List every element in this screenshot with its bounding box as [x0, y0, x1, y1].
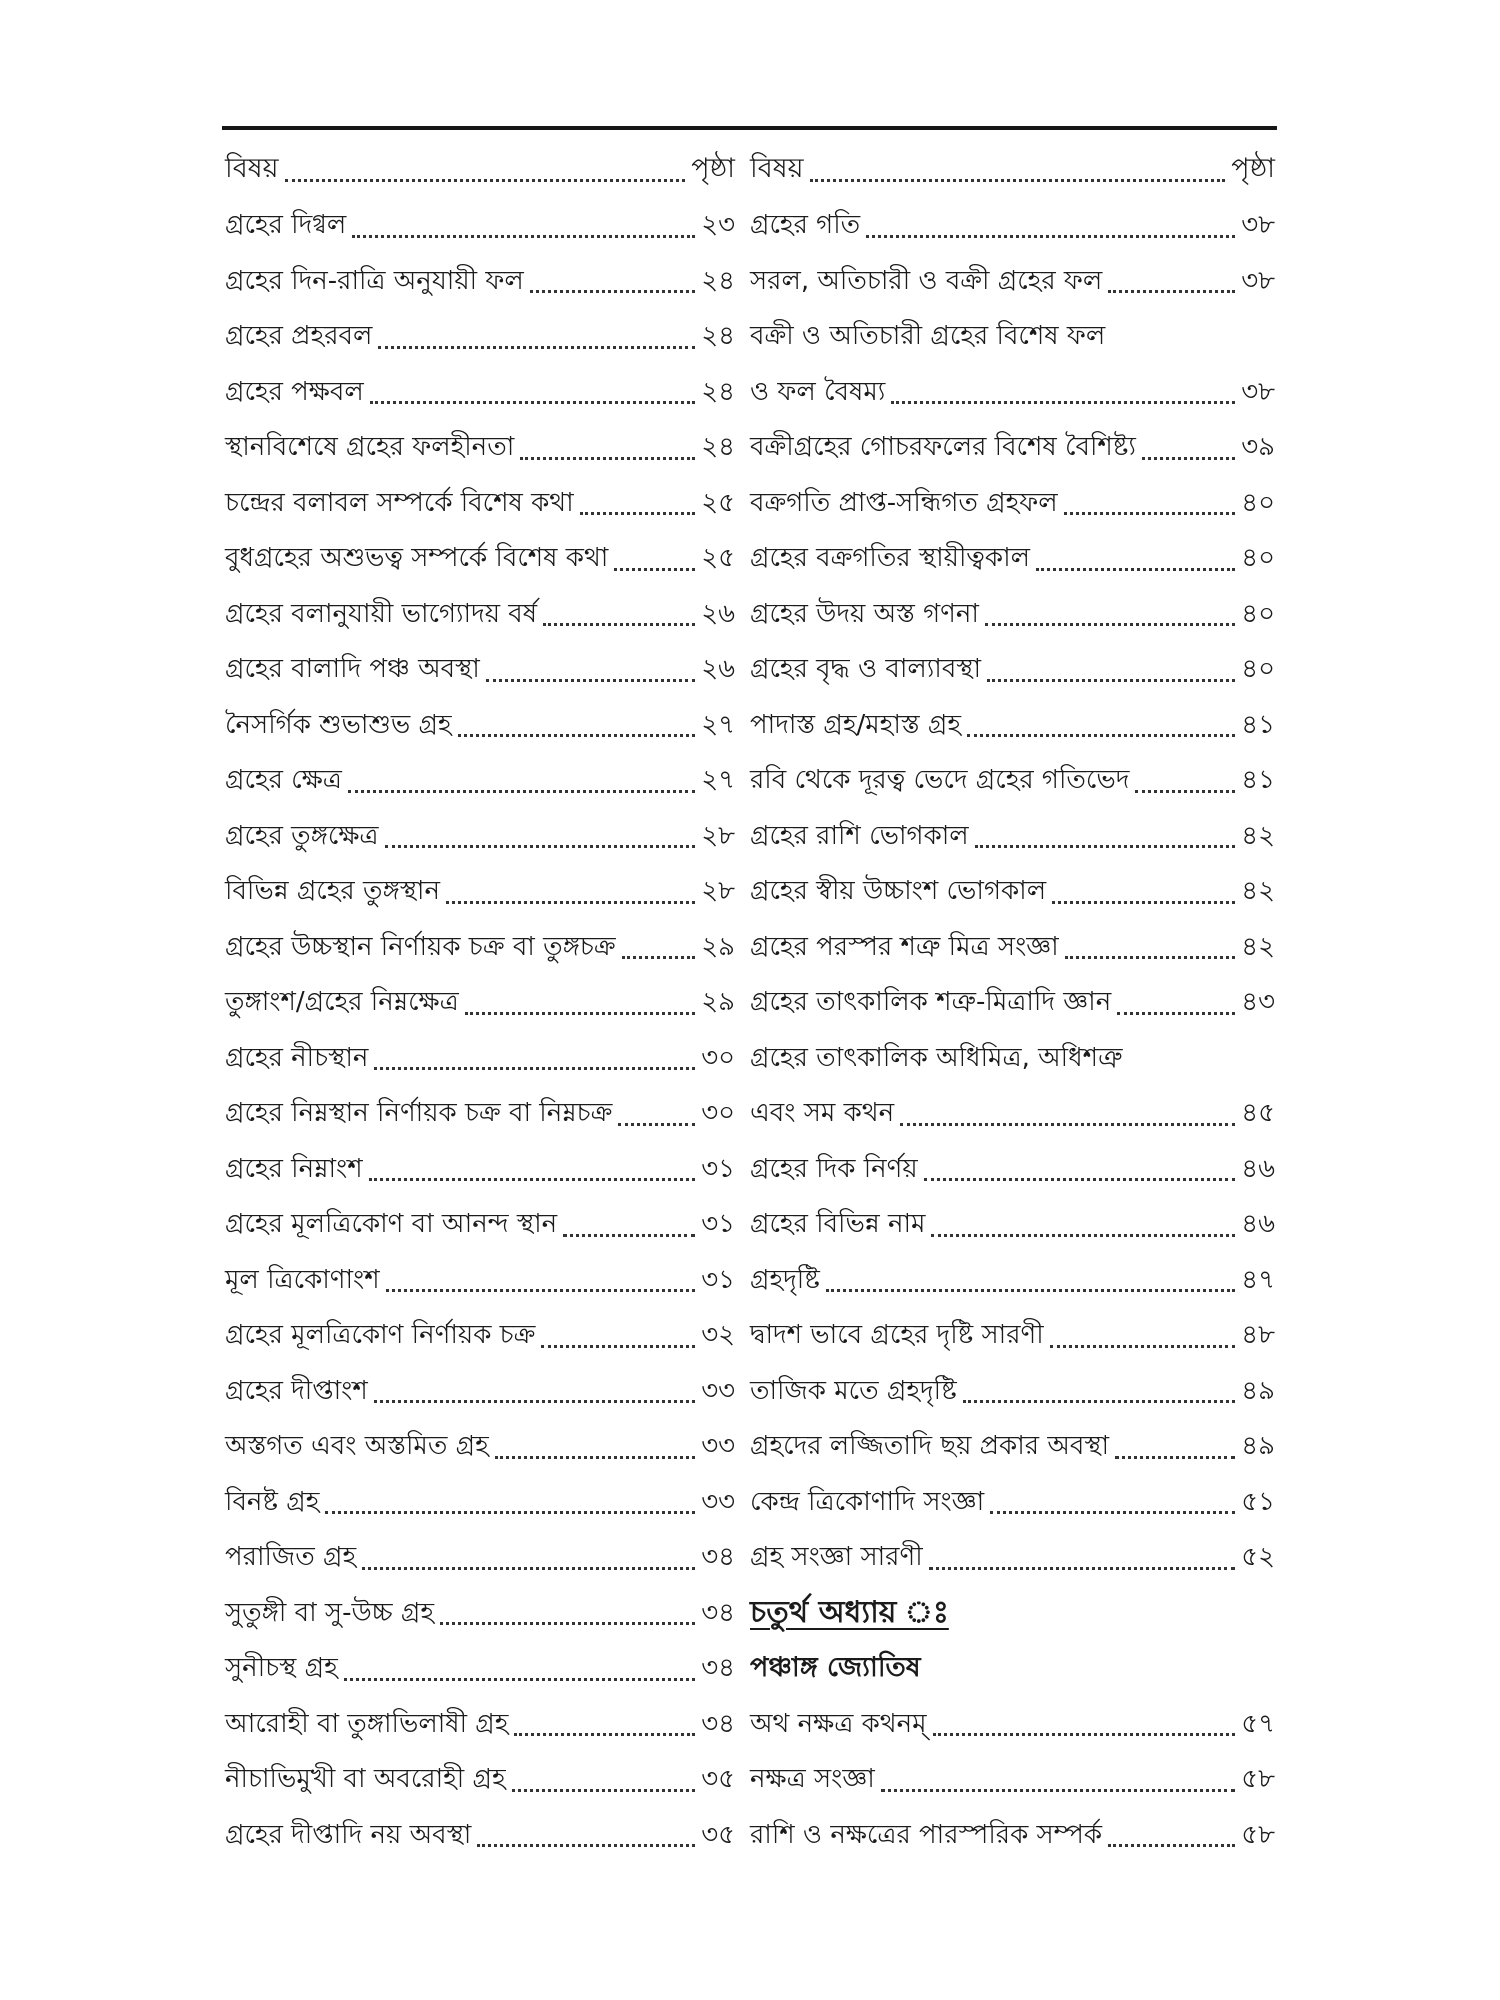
- toc-entry-title: গ্রহের তাৎকালিক শত্রু-মিত্রাদি জ্ঞান: [750, 987, 1112, 1018]
- toc-entry-title: স্থানবিশেষে গ্রহের ফলহীনতা: [225, 432, 515, 463]
- toc-entry-title: গ্রহের নিম্নস্থান নির্ণায়ক চক্র বা নিম্নচক্র: [225, 1098, 613, 1129]
- left-header-row: [225, 143, 735, 199]
- toc-entry-title: গ্রহের পরস্পর শত্রু মিত্র সংজ্ঞা: [750, 931, 1059, 962]
- toc-entry-title: গ্রহের দিগ্বল: [225, 210, 347, 241]
- toc-entry-page: ২৯: [701, 931, 735, 962]
- toc-entry-title: বক্রগতি প্রাপ্ত-সন্ধিগত গ্রহফল: [750, 487, 1058, 518]
- toc-entry: [750, 199, 1275, 255]
- toc-entry-title: গ্রহের উচ্চস্থান নির্ণায়ক চক্র বা তুঙ্গচক্র: [225, 931, 616, 962]
- leader-dots: [931, 1234, 1235, 1237]
- toc-entry: [225, 532, 735, 588]
- leader-dots: [370, 401, 696, 404]
- left-column: [225, 143, 735, 1864]
- toc-entry-title: গ্রহের বলানুযায়ী ভাগ্যোদয় বর্ষ: [225, 598, 538, 629]
- toc-entry: [750, 754, 1275, 810]
- toc-entry: [750, 1531, 1275, 1587]
- toc-entry-page: ৪৮: [1241, 1320, 1275, 1351]
- toc-entry: [225, 976, 735, 1032]
- toc-entry-title: গ্রহ সংজ্ঞা সারণী: [750, 1542, 923, 1573]
- toc-entry-title: গ্রহের পক্ষবল: [225, 376, 364, 407]
- leader-dots: [618, 1123, 695, 1126]
- toc-entry: [750, 254, 1275, 310]
- toc-entry-title: চতুর্থ অধ্যায় ঃ: [750, 1595, 949, 1631]
- toc-entry-page: ৩৮: [1241, 210, 1275, 241]
- leader-dots: [514, 1733, 695, 1736]
- leader-dots: [1117, 1012, 1235, 1015]
- toc-entry-page: ৪০: [1241, 654, 1275, 685]
- toc-entry: [225, 254, 735, 310]
- toc-entry-title: বুধগ্রহের অশুভত্ব সম্পর্কে বিশেষ কথা: [225, 543, 609, 574]
- toc-entry-page: ২৮: [701, 876, 735, 907]
- toc-entry: [225, 1642, 735, 1698]
- leader-dots: [285, 179, 686, 182]
- right-header-subject: বিষয়: [750, 153, 804, 185]
- toc-entry-title: চন্দ্রের বলাবল সম্পর্কে বিশেষ কথা: [225, 487, 574, 518]
- toc-entry-page: ৩০: [701, 1042, 735, 1073]
- toc-entry-title: রবি থেকে দূরত্ব ভেদে গ্রহের গতিভেদ: [750, 765, 1130, 796]
- toc-entry-page: ৪০: [1241, 598, 1275, 629]
- toc-entry: [225, 698, 735, 754]
- toc-entry: [225, 1198, 735, 1254]
- right-header-row: [750, 143, 1275, 199]
- toc-entry-title: সুনীচস্থ গ্রহ: [225, 1653, 338, 1684]
- leader-dots: [622, 956, 696, 959]
- toc-entry-page: ২৩: [701, 210, 735, 241]
- leader-dots: [348, 790, 695, 793]
- leader-dots: [810, 179, 1226, 182]
- toc-entry-page: ৪৯: [1241, 1431, 1275, 1462]
- toc-entry-page: ৪২: [1241, 931, 1275, 962]
- toc-entry: [750, 1031, 1275, 1087]
- toc-entry: [750, 421, 1275, 477]
- toc-entry-title: পঞ্চাঙ্গ জ্যোতিষ: [750, 1651, 921, 1683]
- toc-entry: [750, 643, 1275, 699]
- leader-dots: [900, 1123, 1235, 1126]
- toc-entry-page: ৫৮: [1241, 1819, 1275, 1850]
- leader-dots: [325, 1511, 695, 1514]
- toc-entry: [750, 310, 1275, 366]
- toc-entry-title: বক্রীগ্রহের গোচরফলের বিশেষ বৈশিষ্ট্য: [750, 432, 1136, 463]
- toc-entry-page: ৫২: [1241, 1542, 1275, 1573]
- toc-entry: [750, 1586, 1275, 1642]
- toc-entry: [750, 1364, 1275, 1420]
- right-header-page: পৃষ্ঠা: [1231, 153, 1275, 185]
- toc-entry-title: নক্ষত্র সংজ্ঞা: [750, 1764, 875, 1795]
- toc-entry: [225, 1253, 735, 1309]
- leader-dots: [1052, 901, 1235, 904]
- toc-entry-page: ৫৭: [1241, 1708, 1275, 1739]
- right-column: [750, 143, 1275, 1864]
- toc-entry-page: ৪৭: [1241, 1264, 1275, 1295]
- toc-entry: [750, 976, 1275, 1032]
- leader-dots: [458, 734, 696, 737]
- toc-entry: [225, 1697, 735, 1753]
- toc-entry-title: গ্রহের বিভিন্ন নাম: [750, 1209, 926, 1240]
- leader-dots: [1050, 1345, 1236, 1348]
- left-header-subject: বিষয়: [225, 153, 279, 185]
- toc-entry: [225, 1031, 735, 1087]
- leader-dots: [440, 1622, 695, 1625]
- leader-dots: [563, 1234, 695, 1237]
- toc-entry-page: ৪০: [1241, 543, 1275, 574]
- leader-dots: [881, 1789, 1236, 1792]
- toc-entry-page: ২৫: [701, 487, 735, 518]
- top-rule: [222, 126, 1277, 130]
- toc-entry-page: ৪০: [1241, 487, 1275, 518]
- toc-entry: [750, 1309, 1275, 1365]
- toc-entry-page: ২৯: [701, 987, 735, 1018]
- leader-dots: [933, 1733, 1236, 1736]
- toc-entry-title: গ্রহের দিন-রাত্রি অনুযায়ী ফল: [225, 265, 524, 296]
- toc-entry-title: নৈসর্গিক শুভাশুভ গ্রহ: [225, 709, 452, 740]
- toc-entry-title: বিভিন্ন গ্রহের তুঙ্গস্থান: [225, 876, 440, 907]
- toc-entry-title: আরোহী বা তুঙ্গাভিলাষী গ্রহ: [225, 1708, 509, 1739]
- toc-entry: [750, 1198, 1275, 1254]
- leader-dots: [614, 568, 695, 571]
- toc-entry-page: ২৬: [701, 654, 735, 685]
- toc-entry-page: ২৭: [701, 765, 735, 796]
- leader-dots: [543, 623, 695, 626]
- toc-entry-page: ৩৪: [701, 1542, 735, 1573]
- toc-entry-title: তুঙ্গাংশ/গ্রহের নিম্নক্ষেত্র: [225, 987, 459, 1018]
- toc-entry: [225, 1087, 735, 1143]
- toc-entry-page: ৩০: [701, 1098, 735, 1129]
- toc-entry-page: ২৭: [701, 709, 735, 740]
- leader-dots: [495, 1456, 695, 1459]
- toc-entry: [225, 365, 735, 421]
- leader-dots: [374, 1067, 695, 1070]
- toc-entry: [750, 1697, 1275, 1753]
- toc-entry-page: ৪৬: [1241, 1209, 1275, 1240]
- leader-dots: [486, 679, 695, 682]
- toc-entry-title: গ্রহের স্বীয় উচ্চাংশ ভোগকাল: [750, 876, 1047, 907]
- toc-entry: [225, 1475, 735, 1531]
- toc-entry-title: গ্রহের দিক নির্ণয়: [750, 1153, 918, 1184]
- toc-entry: [750, 1253, 1275, 1309]
- toc-entry: [225, 1808, 735, 1864]
- toc-entry-page: ৩৪: [701, 1653, 735, 1684]
- toc-entry-title: গ্রহের নিম্নাংশ: [225, 1153, 363, 1184]
- toc-entry-title: গ্রহের বালাদি পঞ্চ অবস্থা: [225, 654, 480, 685]
- toc-entry-title: গ্রহের মূলত্রিকোণ নির্ণায়ক চক্র: [225, 1320, 536, 1351]
- leader-dots: [386, 1289, 696, 1292]
- toc-entry-page: ৪৬: [1241, 1153, 1275, 1184]
- leader-dots: [580, 512, 696, 515]
- toc-entry-title: মূল ত্রিকোণাংশ: [225, 1264, 380, 1295]
- toc-entry: [750, 698, 1275, 754]
- toc-entry-title: গ্রহের প্রহরবল: [225, 321, 373, 352]
- toc-entry-page: ৩৩: [701, 1375, 735, 1406]
- leader-dots: [990, 1511, 1235, 1514]
- toc-entry: [750, 476, 1275, 532]
- toc-entry-title: কেন্দ্র ত্রিকোণাদি সংজ্ঞা: [750, 1486, 985, 1517]
- toc-entry-title: গ্রহদের লজ্জিতাদি ছয় প্রকার অবস্থা: [750, 1431, 1110, 1462]
- toc-entry-title: এবং সম কথন: [750, 1098, 895, 1129]
- toc-entry-page: ৩৩: [701, 1486, 735, 1517]
- leader-dots: [512, 1789, 696, 1792]
- toc-entry-page: ৩৫: [701, 1819, 735, 1850]
- toc-entry: [750, 1753, 1275, 1809]
- leader-dots: [362, 1567, 695, 1570]
- toc-entry: [750, 1087, 1275, 1143]
- leader-dots: [924, 1178, 1236, 1181]
- leader-dots: [477, 1844, 695, 1847]
- toc-entry-page: ৩১: [701, 1209, 735, 1240]
- toc-entry-title: ও ফল বৈষম্য: [750, 376, 886, 407]
- toc-entry: [225, 865, 735, 921]
- leader-dots: [1135, 790, 1235, 793]
- toc-entry: [750, 1642, 1275, 1698]
- toc-entry-page: ৩৩: [701, 1431, 735, 1462]
- toc-entry-title: গ্রহের ক্ষেত্র: [225, 765, 342, 796]
- toc-entry-title: গ্রহের দীপ্তাংশ: [225, 1375, 368, 1406]
- toc-entry: [225, 1142, 735, 1198]
- leader-dots: [352, 235, 695, 238]
- toc-entry: [750, 587, 1275, 643]
- leader-dots: [975, 845, 1236, 848]
- toc-entry-page: ৩৪: [701, 1708, 735, 1739]
- leader-dots: [826, 1289, 1235, 1292]
- toc-entry: [750, 920, 1275, 976]
- toc-entry-title: বক্রী ও অতিচারী গ্রহের বিশেষ ফল: [750, 321, 1106, 352]
- leader-dots: [963, 1400, 1236, 1403]
- leader-dots: [929, 1567, 1236, 1570]
- leader-dots: [967, 734, 1235, 737]
- toc-entry: [225, 1586, 735, 1642]
- toc-entry-title: গ্রহদৃষ্টি: [750, 1264, 820, 1295]
- toc-entry-page: ২৫: [701, 543, 735, 574]
- toc-entry-title: তাজিক মতে গ্রহদৃষ্টি: [750, 1375, 957, 1406]
- toc-entry-page: ৩৯: [1241, 432, 1275, 463]
- leader-dots: [344, 1678, 695, 1681]
- toc-entry: [750, 365, 1275, 421]
- toc-entry-page: ৫১: [1241, 1486, 1275, 1517]
- toc-entry: [750, 1420, 1275, 1476]
- leader-dots: [1108, 290, 1235, 293]
- leader-dots: [985, 623, 1235, 626]
- toc-entry-page: ৩১: [701, 1264, 735, 1295]
- toc-entry: [750, 532, 1275, 588]
- toc-entry-page: ৩৪: [701, 1597, 735, 1628]
- toc-entry: [750, 809, 1275, 865]
- toc-entry-page: ৫৮: [1241, 1764, 1275, 1795]
- toc-entry: [750, 1475, 1275, 1531]
- toc-entry-page: ৪২: [1241, 876, 1275, 907]
- toc-entry-page: ৩২: [701, 1320, 735, 1351]
- toc-entry-title: দ্বাদশ ভাবে গ্রহের দৃষ্টি সারণী: [750, 1320, 1044, 1351]
- toc-entry-title: পাদাস্ত গ্রহ/মহাস্ত গ্রহ: [750, 709, 961, 740]
- toc-entry-title: গ্রহের দীপ্তাদি নয় অবস্থা: [225, 1819, 472, 1850]
- toc-entry: [225, 754, 735, 810]
- toc-entry-title: গ্রহের উদয় অস্ত গণনা: [750, 598, 979, 629]
- toc-entry-page: ৪৩: [1241, 987, 1275, 1018]
- leader-dots: [520, 457, 695, 460]
- toc-entry-title: বিনষ্ট গ্রহ: [225, 1486, 320, 1517]
- leader-dots: [541, 1345, 695, 1348]
- toc-entry-page: ৩৫: [701, 1764, 735, 1795]
- toc-entry-page: ২৮: [701, 820, 735, 851]
- toc-entry: [750, 1142, 1275, 1198]
- leader-dots: [1036, 568, 1235, 571]
- toc-entry: [225, 920, 735, 976]
- toc-entry-title: গ্রহের বৃদ্ধ ও বাল্যাবস্থা: [750, 654, 982, 685]
- toc-entry: [750, 865, 1275, 921]
- toc-entry-page: ৪১: [1241, 765, 1275, 796]
- toc-entry: [225, 1531, 735, 1587]
- toc-entry: [225, 587, 735, 643]
- toc-entry: [225, 643, 735, 699]
- toc-entry-title: গ্রহের নীচস্থান: [225, 1042, 369, 1073]
- toc-entry-page: ৩৮: [1241, 376, 1275, 407]
- leader-dots: [385, 845, 696, 848]
- leader-dots: [1142, 457, 1235, 460]
- toc-entry-page: ২৪: [701, 376, 735, 407]
- toc-entry-page: ৪৯: [1241, 1375, 1275, 1406]
- toc-entry-page: ৪১: [1241, 709, 1275, 740]
- toc-entry-page: ৩৮: [1241, 265, 1275, 296]
- left-header-page: পৃষ্ঠা: [691, 153, 735, 185]
- toc-entry-page: ৪৫: [1241, 1098, 1275, 1129]
- toc-entry: [225, 199, 735, 255]
- leader-dots: [446, 901, 695, 904]
- toc-entry-title: সরল, অতিচারী ও বক্রী গ্রহের ফল: [750, 265, 1103, 296]
- toc-entry: [225, 1309, 735, 1365]
- toc-entry-title: অথ নক্ষত্র কথনম্: [750, 1708, 927, 1739]
- toc-entry: [225, 809, 735, 865]
- toc-entry-title: পরাজিত গ্রহ: [225, 1542, 357, 1573]
- toc-entry-title: সুতুঙ্গী বা সু-উচ্চ গ্রহ: [225, 1597, 434, 1628]
- toc-entry-title: গ্রহের তুঙ্গক্ষেত্র: [225, 820, 379, 851]
- toc-entry-page: ২৪: [701, 265, 735, 296]
- leader-dots: [1115, 1456, 1235, 1459]
- toc-entry: [225, 310, 735, 366]
- toc-entry: [225, 1753, 735, 1809]
- toc-entry: [750, 1808, 1275, 1864]
- toc-entry-title: গ্রহের তাৎকালিক অধিমিত্র, অধিশত্রু: [750, 1042, 1123, 1073]
- leader-dots: [369, 1178, 696, 1181]
- toc-entry: [225, 1364, 735, 1420]
- toc-entry-title: গ্রহের মূলত্রিকোণ বা আনন্দ স্থান: [225, 1209, 558, 1240]
- leader-dots: [1108, 1844, 1235, 1847]
- toc-entry: [225, 476, 735, 532]
- leader-dots: [374, 1400, 695, 1403]
- toc-entry-title: অস্তগত এবং অস্তমিত গ্রহ: [225, 1431, 489, 1462]
- leader-dots: [891, 401, 1235, 404]
- toc-entry-page: ২৬: [701, 598, 735, 629]
- leader-dots: [987, 679, 1235, 682]
- toc-entry-title: নীচাভিমুখী বা অবরোহী গ্রহ: [225, 1764, 506, 1795]
- toc-entry-page: ৩১: [701, 1153, 735, 1184]
- toc-entry-page: ২৪: [701, 321, 735, 352]
- toc-entry-title: গ্রহের রাশি ভোগকাল: [750, 820, 969, 851]
- toc-entry-title: গ্রহের বক্রগতির স্থায়ীত্বকাল: [750, 543, 1031, 574]
- leader-dots: [465, 1012, 696, 1015]
- toc-entry: [225, 421, 735, 477]
- toc-entry-page: ৪২: [1241, 820, 1275, 851]
- leader-dots: [866, 235, 1235, 238]
- toc-entry-title: রাশি ও নক্ষত্রের পারস্পরিক সম্পর্ক: [750, 1819, 1103, 1850]
- leader-dots: [530, 290, 695, 293]
- leader-dots: [378, 346, 695, 349]
- leader-dots: [1065, 956, 1236, 959]
- leader-dots: [1064, 512, 1236, 515]
- toc-entry: [225, 1420, 735, 1476]
- toc-entry-title: গ্রহের গতি: [750, 210, 861, 241]
- toc-entry-page: ২৪: [701, 432, 735, 463]
